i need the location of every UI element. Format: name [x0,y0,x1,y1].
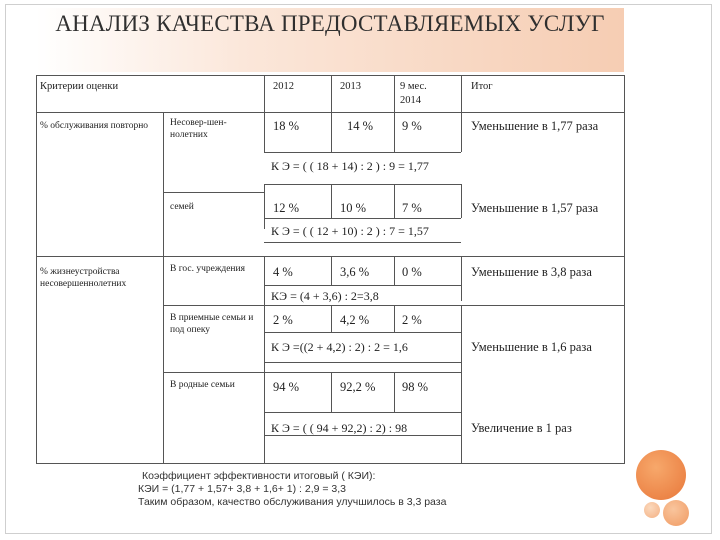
value-2013: 92,2 % [340,380,376,394]
page-title: АНАЛИЗ КАЧЕСТВА ПРЕДОСТАВЛЯЕМЫХ УСЛУГ [55,11,605,36]
result-text: Уменьшение в 1,57 раза [471,201,599,215]
summary-line: Коэффициент эффективности итоговый ( КЭИ): [142,470,376,482]
group-foster-families: В приемные семьи и под опеку [170,313,254,335]
summary-line: Таким образом, качество обслуживания улучшилось в 3,3 раза [138,496,447,508]
header-9-months: 9 мес. 2014 [400,81,427,106]
group-minors: Несовер-шен-нолетних [170,118,227,140]
efficiency-formula: К Э =((2 + 4,2) : 2) : 2 = 1,6 [271,340,408,354]
result-text: Уменьшение в 1,6 раза [471,340,592,354]
value-2013: 14 % [347,119,374,133]
decor-circle-large [636,450,686,500]
header-2013: 2013 [340,81,361,92]
efficiency-formula: К Э = ( ( 12 + 10) : 2 ) : 7 = 1,57 [271,224,429,238]
result-text: Уменьшение в 3,8 раза [471,265,592,279]
value-2012: 12 % [273,201,300,215]
header-criteria: Критерии оценки [40,81,119,92]
value-9-months: 98 % [402,380,429,394]
result-text: Уменьшение в 1,77 раза [471,119,599,133]
value-9-months: 9 % [402,119,422,133]
value-9-months: 7 % [402,201,422,215]
value-2013: 4,2 % [340,313,370,327]
value-2012: 18 % [273,119,300,133]
value-2013: 10 % [340,201,367,215]
efficiency-formula: К Э = ( ( 18 + 14) : 2 ) : 9 = 1,77 [271,159,429,173]
value-2013: 3,6 % [340,265,370,279]
result-text: Увеличение в 1 раз [471,421,572,435]
criterion-repeat-service: % обслуживания повторно [40,121,149,131]
group-state-institutions: В гос. учреждения [170,264,245,274]
summary-note [138,470,446,509]
criterion-placement: % жизнеустройства несовершеннолетних [40,267,127,289]
value-2012: 4 % [273,265,293,279]
value-2012: 94 % [273,380,300,394]
efficiency-formula: КЭ = (4 + 3,6) : 2=3,8 [271,289,379,303]
value-9-months: 2 % [402,313,422,327]
header-2012: 2012 [273,81,294,92]
header-result: Итог [471,81,493,92]
value-9-months: 0 % [402,265,422,279]
group-families: семей [170,202,194,212]
decor-circle-medium [663,500,689,526]
group-birth-families: В родные семьи [170,380,235,390]
value-2012: 2 % [273,313,293,327]
decor-circle-small [644,502,660,518]
efficiency-formula: К Э = ( ( 94 + 92,2) : 2) : 98 [271,421,408,435]
summary-line: КЭИ = (1,77 + 1,57+ 3,8 + 1,6+ 1) : 2,9 = 3,3 [138,483,347,495]
quality-table [36,75,624,464]
